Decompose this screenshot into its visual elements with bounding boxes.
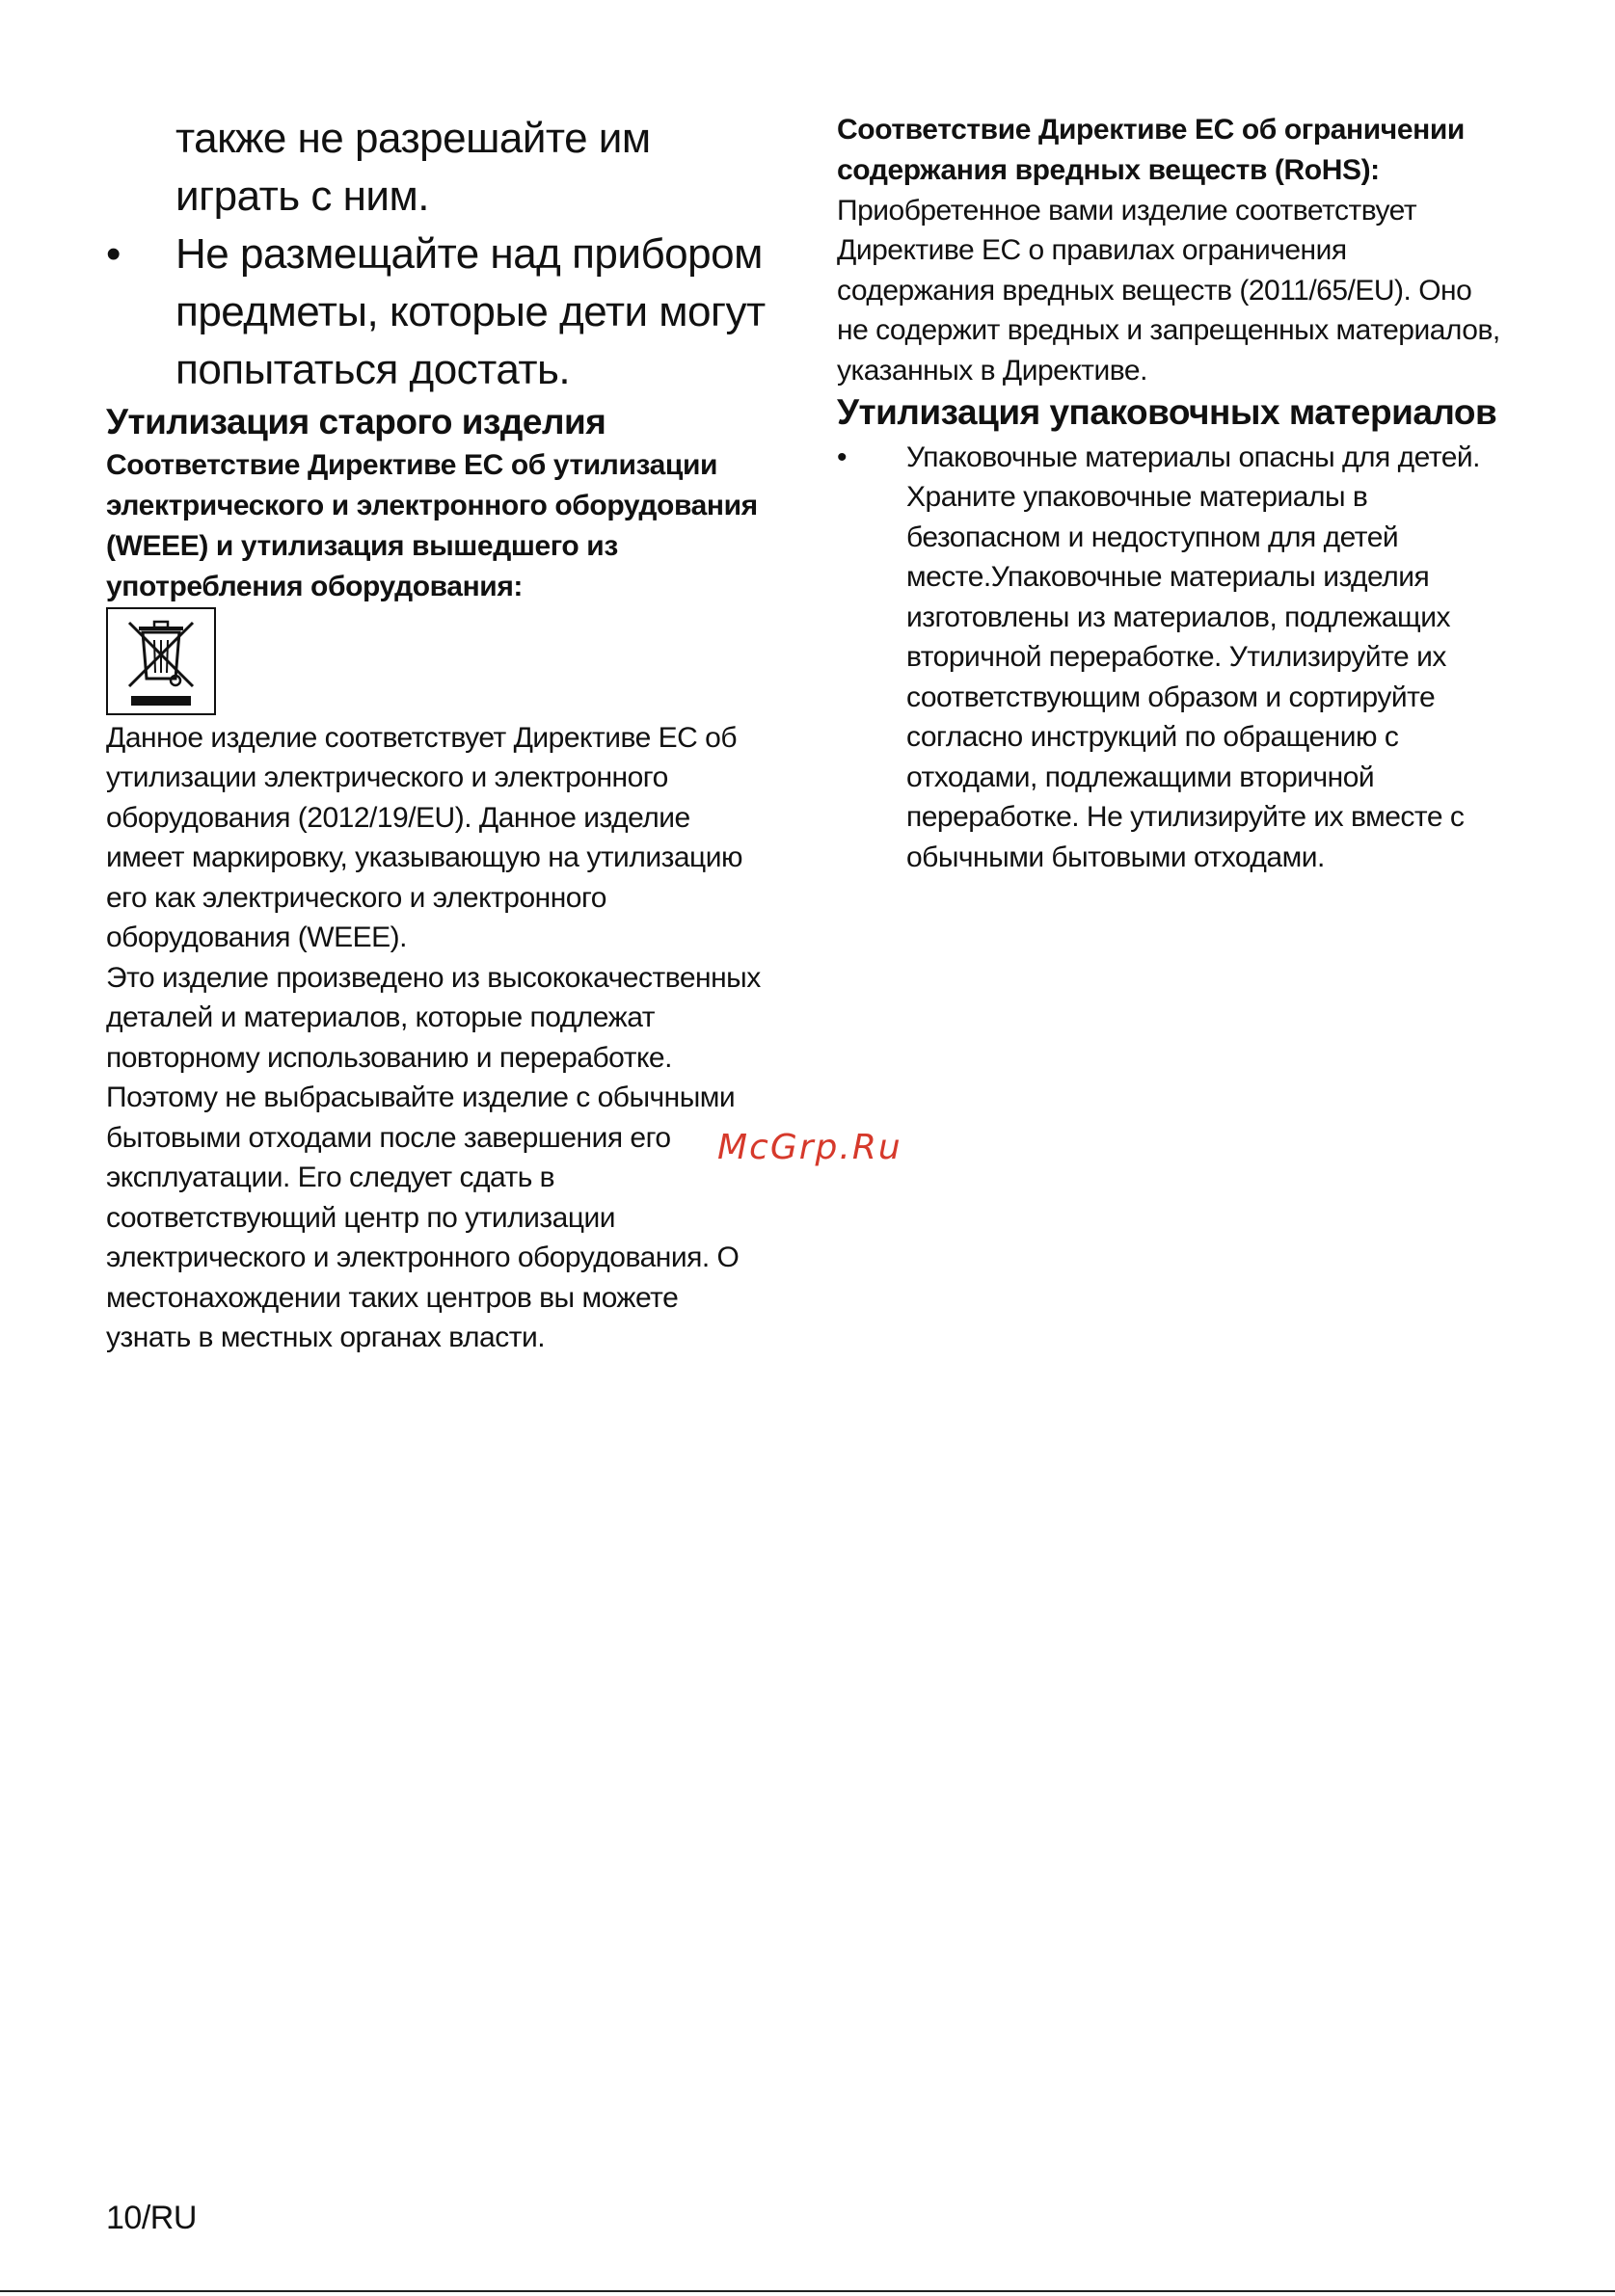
weee-body-line: повторному использованию и переработке.: [106, 1042, 672, 1074]
weee-body-line: местонахождении таких центров вы можете: [106, 1282, 679, 1314]
weee-body-line: электрического и электронного оборудования. О: [106, 1241, 740, 1273]
weee-body-line: деталей и материалов, которые подлежат: [106, 1001, 655, 1033]
rohs-heading-line: Соответствие Директиве ЕС об ограничении: [837, 114, 1465, 146]
section-heading-disposal: Утилизация старого изделия: [106, 402, 606, 441]
bullet: •: [106, 230, 121, 278]
rohs-body-line: Директиве ЕС о правилах ограничения: [837, 234, 1347, 266]
weee-body-line: его как электрического и электронного: [106, 882, 606, 914]
weee-body-line: оборудования (WEEE).: [106, 921, 407, 953]
packaging-line: безопасном и недоступном для детей: [906, 521, 1399, 553]
intro-line: играть с ним.: [175, 173, 429, 220]
bullet-line: попытаться достать.: [175, 346, 571, 393]
packaging-line: обычными бытовыми отходами.: [906, 841, 1325, 873]
page-number: 10/RU: [106, 2200, 197, 2236]
weee-body-line: утилизации электрического и электронного: [106, 761, 668, 793]
packaging-line: согласно инструкций по обращению с: [906, 721, 1399, 753]
packaging-line: Упаковочные материалы опасны для детей.: [906, 441, 1481, 473]
rohs-body-line: указанных в Директиве.: [837, 355, 1147, 387]
weee-subheading-line: (WEEE) и утилизация вышедшего из: [106, 530, 618, 562]
watermark: McGrp.Ru: [717, 1128, 902, 1167]
bullet: •: [837, 441, 848, 473]
packaging-line: переработке. Не утилизируйте их вместе с: [906, 801, 1465, 833]
weee-subheading-line: электрического и электронного оборудования: [106, 490, 758, 521]
packaging-line: Храните упаковочные материалы в: [906, 481, 1368, 513]
rohs-body-line: содержания вредных веществ (2011/65/EU). Оно: [837, 275, 1472, 307]
weee-subheading-line: употребления оборудования:: [106, 571, 524, 602]
rohs-body-line: не содержит вредных и запрещенных материалов,: [837, 314, 1500, 346]
weee-body-line: Данное изделие соответствует Директиве ЕС об: [106, 722, 737, 754]
packaging-line: месте.Упаковочные материалы изделия: [906, 561, 1430, 593]
weee-body-line: Поэтому не выбрасывайте изделие с обычными: [106, 1081, 736, 1113]
packaging-line: соответствующим образом и сортируйте: [906, 681, 1436, 713]
packaging-line: вторичной переработке. Утилизируйте их: [906, 641, 1446, 673]
weee-body-line: соответствующий центр по утилизации: [106, 1202, 616, 1234]
weee-body-line: эксплуатации. Его следует сдать в: [106, 1161, 555, 1193]
weee-body-line: Это изделие произведено из высококачественных: [106, 962, 761, 994]
bottom-rule: [0, 2290, 1615, 2292]
bullet-line: предметы, которые дети могут: [175, 288, 766, 335]
rohs-body-line: Приобретенное вами изделие соответствует: [837, 195, 1417, 227]
section-heading-packaging: Утилизация упаковочных материалов: [837, 392, 1497, 432]
weee-body-line: узнать в местных органах власти.: [106, 1322, 546, 1353]
rohs-heading-line: содержания вредных веществ (RoHS):: [837, 154, 1380, 186]
weee-subheading-line: Соответствие Директиве ЕС об утилизации: [106, 449, 718, 481]
crossed-out-wheeled-bin-icon: [106, 607, 216, 715]
weee-body-line: бытовыми отходами после завершения его: [106, 1122, 671, 1154]
packaging-line: отходами, подлежащими вторичной: [906, 761, 1375, 793]
bullet-line: Не размещайте над прибором: [175, 230, 763, 278]
weee-body-line: имеет маркировку, указывающую на утилизацию: [106, 841, 742, 873]
weee-body-line: оборудования (2012/19/EU). Данное изделие: [106, 802, 690, 834]
intro-line: также не разрешайте им: [175, 115, 651, 162]
packaging-line: изготовлены из материалов, подлежащих: [906, 601, 1450, 633]
